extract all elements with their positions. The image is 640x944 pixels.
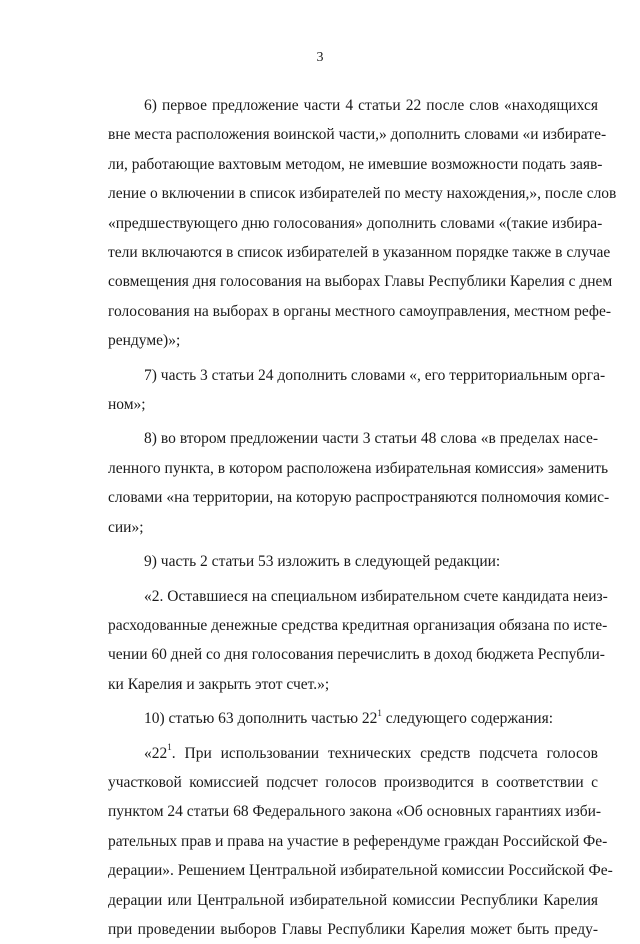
line-text: совмещения дня голосования на выборах Главы Республики Карелия с днем [108, 273, 613, 291]
line-text-continued: следующего содержания: [381, 710, 554, 728]
text-line [108, 768, 598, 797]
line-text: 7) часть 3 статьи 24 дополнить словами «, его территориальным орга- [144, 366, 606, 384]
line-text: чении 60 дней со дня голосования перечислить в доход бюджета Республи- [108, 646, 605, 664]
line-text: тели включаются в список избирателей в указанном порядке также в случае [108, 244, 611, 262]
text-line [108, 120, 607, 149]
line-text: словами «на территории, на которую распространяются полномочия комис- [108, 489, 610, 507]
text-line [108, 361, 606, 390]
line-text: при проведении выборов Главы Республики Карелия может быть преду- [108, 920, 598, 938]
line-text: 6) первое предложение части 4 статьи 22 после слов «находящихся [144, 97, 598, 114]
text-line [108, 611, 608, 640]
line-text: «2. Оставшиеся на специальном избирательном счете кандидата неиз- [144, 587, 608, 605]
line-text: расходованные денежные средства кредитная организация обязана по исте- [108, 616, 608, 634]
line-text: 9) часть 2 статьи 53 изложить в следующей редакции: [144, 553, 501, 571]
text-line [108, 454, 609, 483]
text-line [108, 886, 598, 915]
superscript: 1 [167, 742, 172, 753]
text-line [108, 827, 608, 856]
text-line [108, 640, 605, 669]
line-text: вне места расположения воинской части,» дополнить словами «и избирате- [108, 126, 607, 144]
page-number: 3 [316, 50, 324, 65]
text-line [108, 739, 598, 768]
text-line [108, 297, 612, 326]
line-text: ки Карелия и закрыть этот счет.»; [108, 675, 330, 693]
line-text: ление о включении в список избирателей по месту нахождения,», после слов [108, 185, 617, 203]
line-text: ли, работающие вахтовым методом, не имевшие возможности подать заяв- [108, 155, 603, 173]
text-line [108, 670, 598, 699]
line-text: ном»; [108, 396, 146, 414]
line-text: «предшествующего дню голосования» дополнить словами «(такие избира- [108, 214, 603, 232]
text-line [108, 483, 610, 512]
line-text: дерации». Решением Центральной избирательной комиссии Российской Фе- [108, 862, 613, 880]
text-line [108, 326, 598, 355]
line-text: сии»; [108, 518, 144, 536]
line-text: голосования на выборах в органы местного самоуправления, местном рефе- [108, 302, 612, 320]
text-line [108, 582, 608, 611]
line-text: рендуме)»; [108, 332, 181, 350]
line-text: рательных прав и права на участие в референдуме граждан Российской Фе- [108, 832, 608, 850]
text-line [108, 150, 603, 179]
line-text: дерации или Центральной избирательной комиссии Республики Карелия [108, 891, 598, 909]
line-text: пунктом 24 статьи 68 Федерального закона «Об основных гарантиях изби- [108, 803, 602, 821]
text-line [108, 424, 598, 453]
text-line [108, 547, 598, 576]
text-line [108, 856, 613, 885]
superscript: 1 [377, 707, 382, 718]
text-line [108, 704, 598, 733]
document-body [108, 91, 617, 944]
line-text: «22 [144, 744, 168, 762]
text-line [108, 513, 598, 542]
text-line [108, 390, 598, 419]
line-text-continued: . При использовании технических средств подсчета голосов [171, 744, 598, 762]
text-line [108, 209, 603, 238]
line-text: 8) во втором предложении части 3 статьи 48 слова «в пределах насе- [144, 430, 598, 448]
text-line [108, 179, 617, 208]
text-line [108, 797, 602, 826]
text-line [108, 267, 613, 296]
line-text: ленного пункта, в котором расположена избирательная комиссия» заменить [108, 459, 609, 477]
line-text: 10) статью 63 дополнить частью 22 [144, 710, 378, 728]
line-text: участковой комиссией подсчет голосов производится в соответствии с [108, 773, 598, 791]
text-line [108, 238, 611, 267]
text-line [108, 915, 598, 944]
text-line [108, 91, 598, 120]
